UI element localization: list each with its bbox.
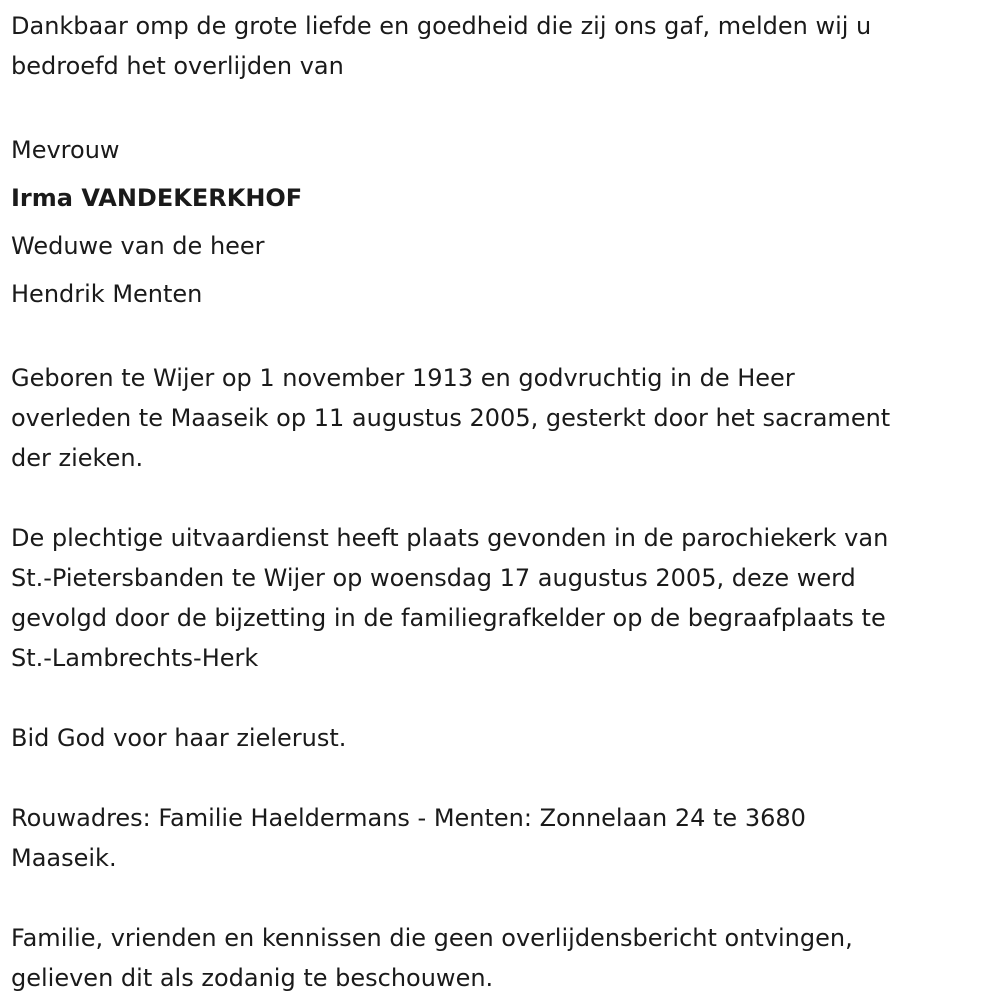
funeral-line: De plechtige uitvaardienst heeft plaats gevonden in de parochiekerk van	[11, 524, 889, 552]
address-line: Maaseik.	[11, 844, 117, 872]
funeral-line: gevolgd door de bijzetting in de familiegrafkelder op de begraafplaats te	[11, 604, 886, 632]
prayer-line: Bid God voor haar zielerust.	[11, 724, 347, 752]
intro-line: Dankbaar omp de grote liefde en goedheid die zij ons gaf, melden wij u	[11, 12, 872, 40]
birth-death-line: overleden te Maaseik op 11 augustus 2005, gesterkt door het sacrament	[11, 404, 891, 432]
closing-line: Familie, vrienden en kennissen die geen overlijdensbericht ontvingen,	[11, 924, 853, 952]
birth-death-paragraph	[11, 358, 980, 478]
closing-paragraph	[11, 918, 980, 998]
salutation: Mevrouw	[11, 136, 120, 164]
funeral-line: St.-Lambrechts-Herk	[11, 644, 259, 672]
address-paragraph	[11, 798, 980, 878]
prayer-paragraph	[11, 718, 980, 758]
deceased-name: Irma VANDEKERKHOF	[11, 184, 303, 212]
spouse-name: Hendrik Menten	[11, 280, 203, 308]
address-line: Rouwadres: Familie Haeldermans - Menten: Zonnelaan 24 te 3680	[11, 804, 806, 832]
deceased-block	[11, 126, 980, 318]
relation: Weduwe van de heer	[11, 232, 265, 260]
intro-line: bedroefd het overlijden van	[11, 52, 344, 80]
funeral-line: St.-Pietersbanden te Wijer op woensdag 17 augustus 2005, deze werd	[11, 564, 856, 592]
closing-line: gelieven dit als zodanig te beschouwen.	[11, 964, 494, 992]
birth-death-line: der zieken.	[11, 444, 144, 472]
birth-death-line: Geboren te Wijer op 1 november 1913 en godvruchtig in de Heer	[11, 364, 795, 392]
funeral-paragraph	[11, 518, 980, 678]
intro-paragraph	[11, 6, 980, 86]
